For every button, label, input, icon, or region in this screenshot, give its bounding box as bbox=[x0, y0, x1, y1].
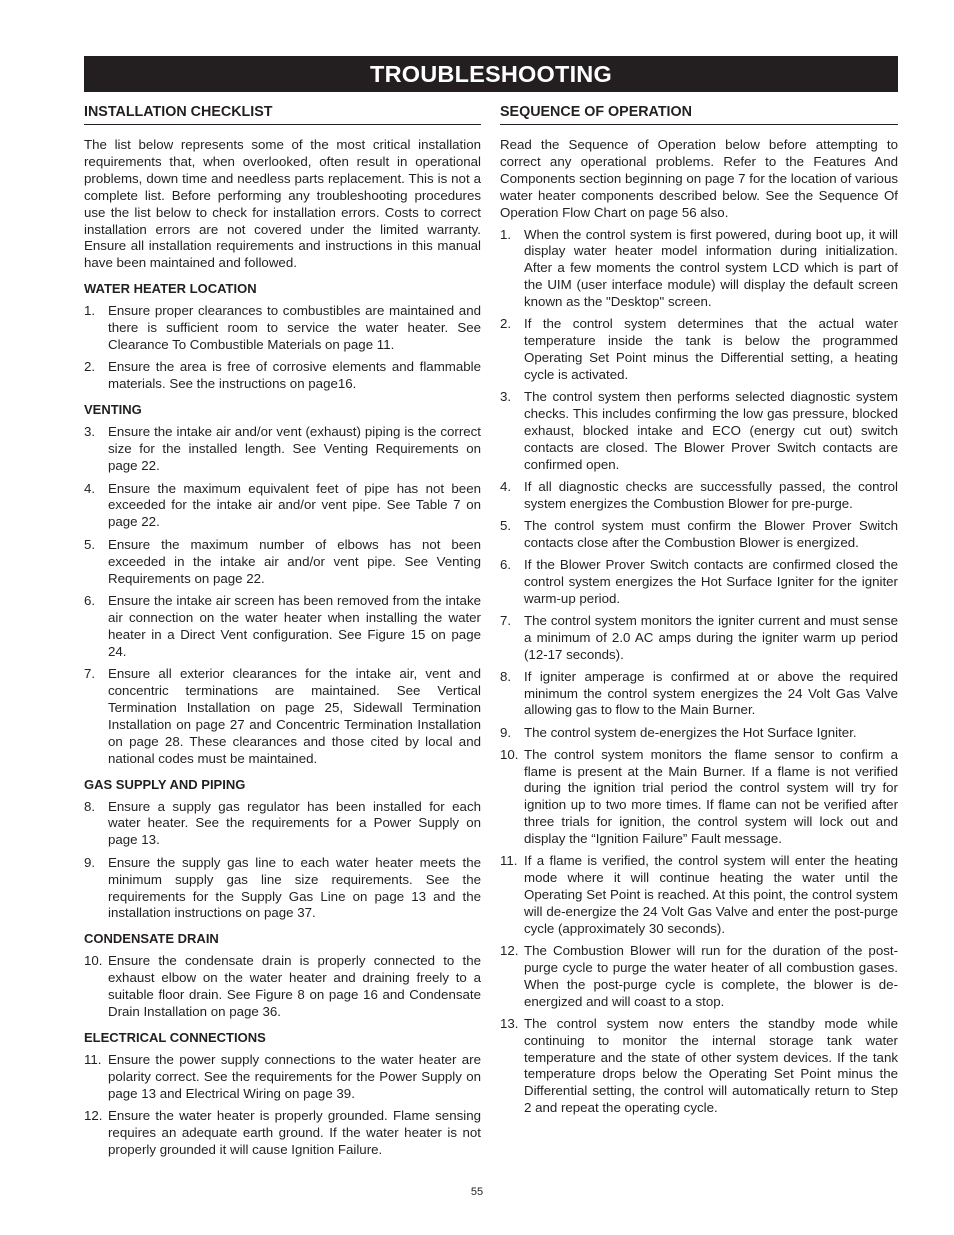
step-number: 7. bbox=[500, 612, 512, 628]
checklist-item bbox=[84, 424, 481, 475]
sequence-step bbox=[500, 747, 898, 848]
checklist-item bbox=[84, 593, 481, 661]
installation-checklist-heading: INSTALLATION CHECKLIST bbox=[84, 103, 481, 125]
sequence-step bbox=[500, 725, 898, 742]
page-number: 55 bbox=[470, 1186, 484, 1198]
checklist-item bbox=[84, 537, 481, 588]
sequence-step bbox=[500, 943, 898, 1011]
step-number: 1. bbox=[500, 226, 512, 242]
section-heading-gas-supply-and-piping: GAS SUPPLY AND PIPING bbox=[84, 776, 246, 792]
sequence-step bbox=[500, 669, 898, 720]
item-text: Ensure the intake air and/or vent (exhaust) piping is the correct size for the installed length. See Venting Requirements on page 22. bbox=[108, 424, 481, 474]
section-heading-condensate-drain: CONDENSATE DRAIN bbox=[84, 931, 219, 947]
step-text: The control system de-energizes the Hot Surface Igniter. bbox=[524, 724, 857, 740]
step-text: When the control system is first powered, during boot up, it will display water heater model information during initialization. After a few moments the control system LCD which is part of the UIM (user interface module) will display the default screen known as the "Desktop" screen. bbox=[524, 226, 898, 310]
section-heading-electrical-connections: ELECTRICAL CONNECTIONS bbox=[84, 1029, 266, 1045]
step-text: If the Blower Prover Switch contacts are confirmed closed the control system energizes the Hot Surface Igniter for the igniter warm-up period. bbox=[524, 556, 898, 606]
item-number: 9. bbox=[84, 854, 96, 870]
checklist-item bbox=[84, 855, 481, 923]
step-text: The control system now enters the standby mode while continuing to monitor the internal storage tank water temperature and the state of other system devices. If the tank temperature drops below the Operating Set Point minus the Differential setting, the control will automatically return to Step 2 and repeat the operating cycle. bbox=[524, 1015, 898, 1116]
item-number: 7. bbox=[84, 666, 96, 682]
item-text: Ensure the water heater is properly grounded. Flame sensing requires an adequate earth ground. If the water heater is not properly grounded it will cause Ignition Failure. bbox=[108, 1108, 481, 1157]
step-text: If igniter amperage is confirmed at or above the required minimum the control system energizes the 24 Volt Gas Valve allowing gas to flow to the Main Burner. bbox=[524, 668, 898, 718]
item-number: 10. bbox=[84, 953, 103, 969]
sequence-step bbox=[500, 518, 898, 552]
installation-checklist-column bbox=[84, 103, 481, 1164]
checklist-item bbox=[84, 1052, 481, 1103]
checklist-item bbox=[84, 666, 481, 767]
installation-checklist-intro: The list below represents some of the most critical installation requirements that, when overlooked, often result in operational problems, down time and needless parts replacement. This is not a complete list. Before performing any troubleshooting procedures use the list below to check for installation errors. Costs to correct installation errors are not covered under the limited warranty. Ensure all installation requirements and instructions in this manual have been maintained and followed. bbox=[84, 137, 481, 271]
step-text: If a flame is verified, the control system will enter the heating mode where it will continue heating the water until the Operating Set Point is reached. At this point, the control system will de-energize the 24 Volt Gas Valve and enter the post-purge cycle (approximately 30 seconds). bbox=[524, 853, 898, 936]
item-text: Ensure the area is free of corrosive elements and flammable materials. See the instructions on page16. bbox=[108, 359, 481, 392]
item-text: Ensure the maximum equivalent feet of pipe has not been exceeded for the intake air and/or vent pipe. See Table 7 on page 22. bbox=[108, 480, 481, 530]
checklist-item bbox=[84, 481, 481, 532]
item-number: 6. bbox=[84, 592, 96, 608]
checklist-item bbox=[84, 303, 481, 354]
sequence-step bbox=[500, 853, 898, 938]
item-number: 5. bbox=[84, 536, 96, 552]
sequence-of-operation-heading: SEQUENCE OF OPERATION bbox=[500, 103, 898, 125]
sequence-of-operation-column bbox=[500, 103, 898, 1122]
step-text: The control system monitors the igniter current and must sense a minimum of 2.0 AC amps during the igniter warm up period (12-17 seconds). bbox=[524, 612, 898, 662]
item-number: 11. bbox=[84, 1051, 102, 1067]
item-number: 4. bbox=[84, 480, 96, 496]
item-text: Ensure proper clearances to combustibles are maintained and there is sufficient room to service the water heater. See Clearance To Combustible Materials on page 11. bbox=[108, 303, 481, 353]
step-number: 8. bbox=[500, 668, 512, 684]
step-number: 13. bbox=[500, 1015, 519, 1031]
checklist-item bbox=[84, 953, 481, 1021]
sequence-of-operation-intro: Read the Sequence of Operation below before attempting to correct any operational problems. Refer to the Features And Components section beginning on page 7 for the location of various water heater components described below. See the Sequence Of Operation Flow Chart on page 56 also. bbox=[500, 137, 898, 220]
step-text: The Combustion Blower will run for the duration of the post-purge cycle to purge the water heater of all combustion gases. When the post-purge cycle is complete, the blower is de-energized and will coast to a stop. bbox=[524, 942, 898, 1009]
sequence-step bbox=[500, 613, 898, 664]
step-text: The control system monitors the flame sensor to confirm a flame is present at the Main Burner. If a flame is not verified during the ignition trial period the control system will try for ignition up to two more times. If flame can not be verified after three trials for ignition, the control system will lock out and display the “Ignition Failure” Fault message. bbox=[524, 746, 898, 847]
item-number: 1. bbox=[84, 303, 96, 319]
checklist-item bbox=[84, 1108, 481, 1159]
step-number: 4. bbox=[500, 478, 512, 494]
item-number: 2. bbox=[84, 359, 96, 375]
item-text: Ensure the intake air screen has been removed from the intake air connection on the water heater when installing the water heater in a Direct Vent configuration. See Figure 15 on page 24. bbox=[108, 592, 481, 659]
sequence-step bbox=[500, 227, 898, 312]
item-text: Ensure all exterior clearances for the intake air, vent and concentric terminations are maintained. See Vertical Termination Installation on page 25, Sidewall Termination Installation on page 27 and Concentric Termination Installation on page 28. These clearances and those cited by local and national codes must be maintained. bbox=[108, 666, 481, 766]
step-text: The control system must confirm the Blower Prover Switch contacts close after the Combustion Blower is energized. bbox=[524, 517, 898, 550]
item-text: Ensure the condensate drain is properly connected to the exhaust elbow on the water heater and draining freely to a suitable floor drain. See Figure 8 on page 16 and Condensate Drain Installation on page 36. bbox=[108, 953, 481, 1020]
item-text: Ensure the supply gas line to each water heater meets the minimum supply gas line size requirements. See the requirements for the Supply Gas Line on page 13 and the installation instructions on page 37. bbox=[108, 854, 481, 921]
step-text: If the control system determines that the actual water temperature inside the tank is below the programmed Operating Set Point minus the Differential setting, a heating cycle is activated. bbox=[524, 316, 898, 382]
step-number: 6. bbox=[500, 556, 512, 572]
step-number: 10. bbox=[500, 746, 519, 762]
checklist-item bbox=[84, 799, 481, 850]
step-text: The control system then performs selected diagnostic system checks. This includes confirming the low gas pressure, blocked exhaust, blocked intake and ECO (energy cut out) switch contacts are closed. The Blower Prover Switch contacts are confirmed open. bbox=[524, 389, 898, 472]
sequence-step bbox=[500, 316, 898, 384]
section-heading-water-heater-location: WATER HEATER LOCATION bbox=[84, 281, 257, 297]
step-number: 5. bbox=[500, 517, 512, 533]
step-number: 2. bbox=[500, 316, 512, 332]
sequence-step bbox=[500, 1016, 898, 1117]
item-text: Ensure a supply gas regulator has been installed for each water heater. See the requirements for a Power Supply on page 13. bbox=[108, 798, 481, 848]
item-number: 12. bbox=[84, 1108, 103, 1124]
step-number: 12. bbox=[500, 942, 519, 958]
step-number: 9. bbox=[500, 724, 512, 740]
section-heading-venting: VENTING bbox=[84, 402, 142, 418]
sequence-step bbox=[500, 389, 898, 474]
step-number: 11. bbox=[500, 853, 518, 869]
item-number: 3. bbox=[84, 424, 96, 440]
step-number: 3. bbox=[500, 389, 512, 405]
checklist-item bbox=[84, 359, 481, 393]
item-text: Ensure the maximum number of elbows has not been exceeded in the intake air and/or vent pipe. See Venting Requirements on page 22. bbox=[108, 536, 481, 586]
step-text: If all diagnostic checks are successfully passed, the control system energizes the Combustion Blower for pre-purge. bbox=[524, 478, 898, 511]
sequence-step bbox=[500, 479, 898, 513]
item-text: Ensure the power supply connections to the water heater are polarity correct. See the requirements for the Power Supply on page 13 and Electrical Wiring on page 39. bbox=[108, 1051, 481, 1101]
item-number: 8. bbox=[84, 798, 96, 814]
page-banner-title: TROUBLESHOOTING bbox=[84, 56, 898, 92]
sequence-step bbox=[500, 557, 898, 608]
